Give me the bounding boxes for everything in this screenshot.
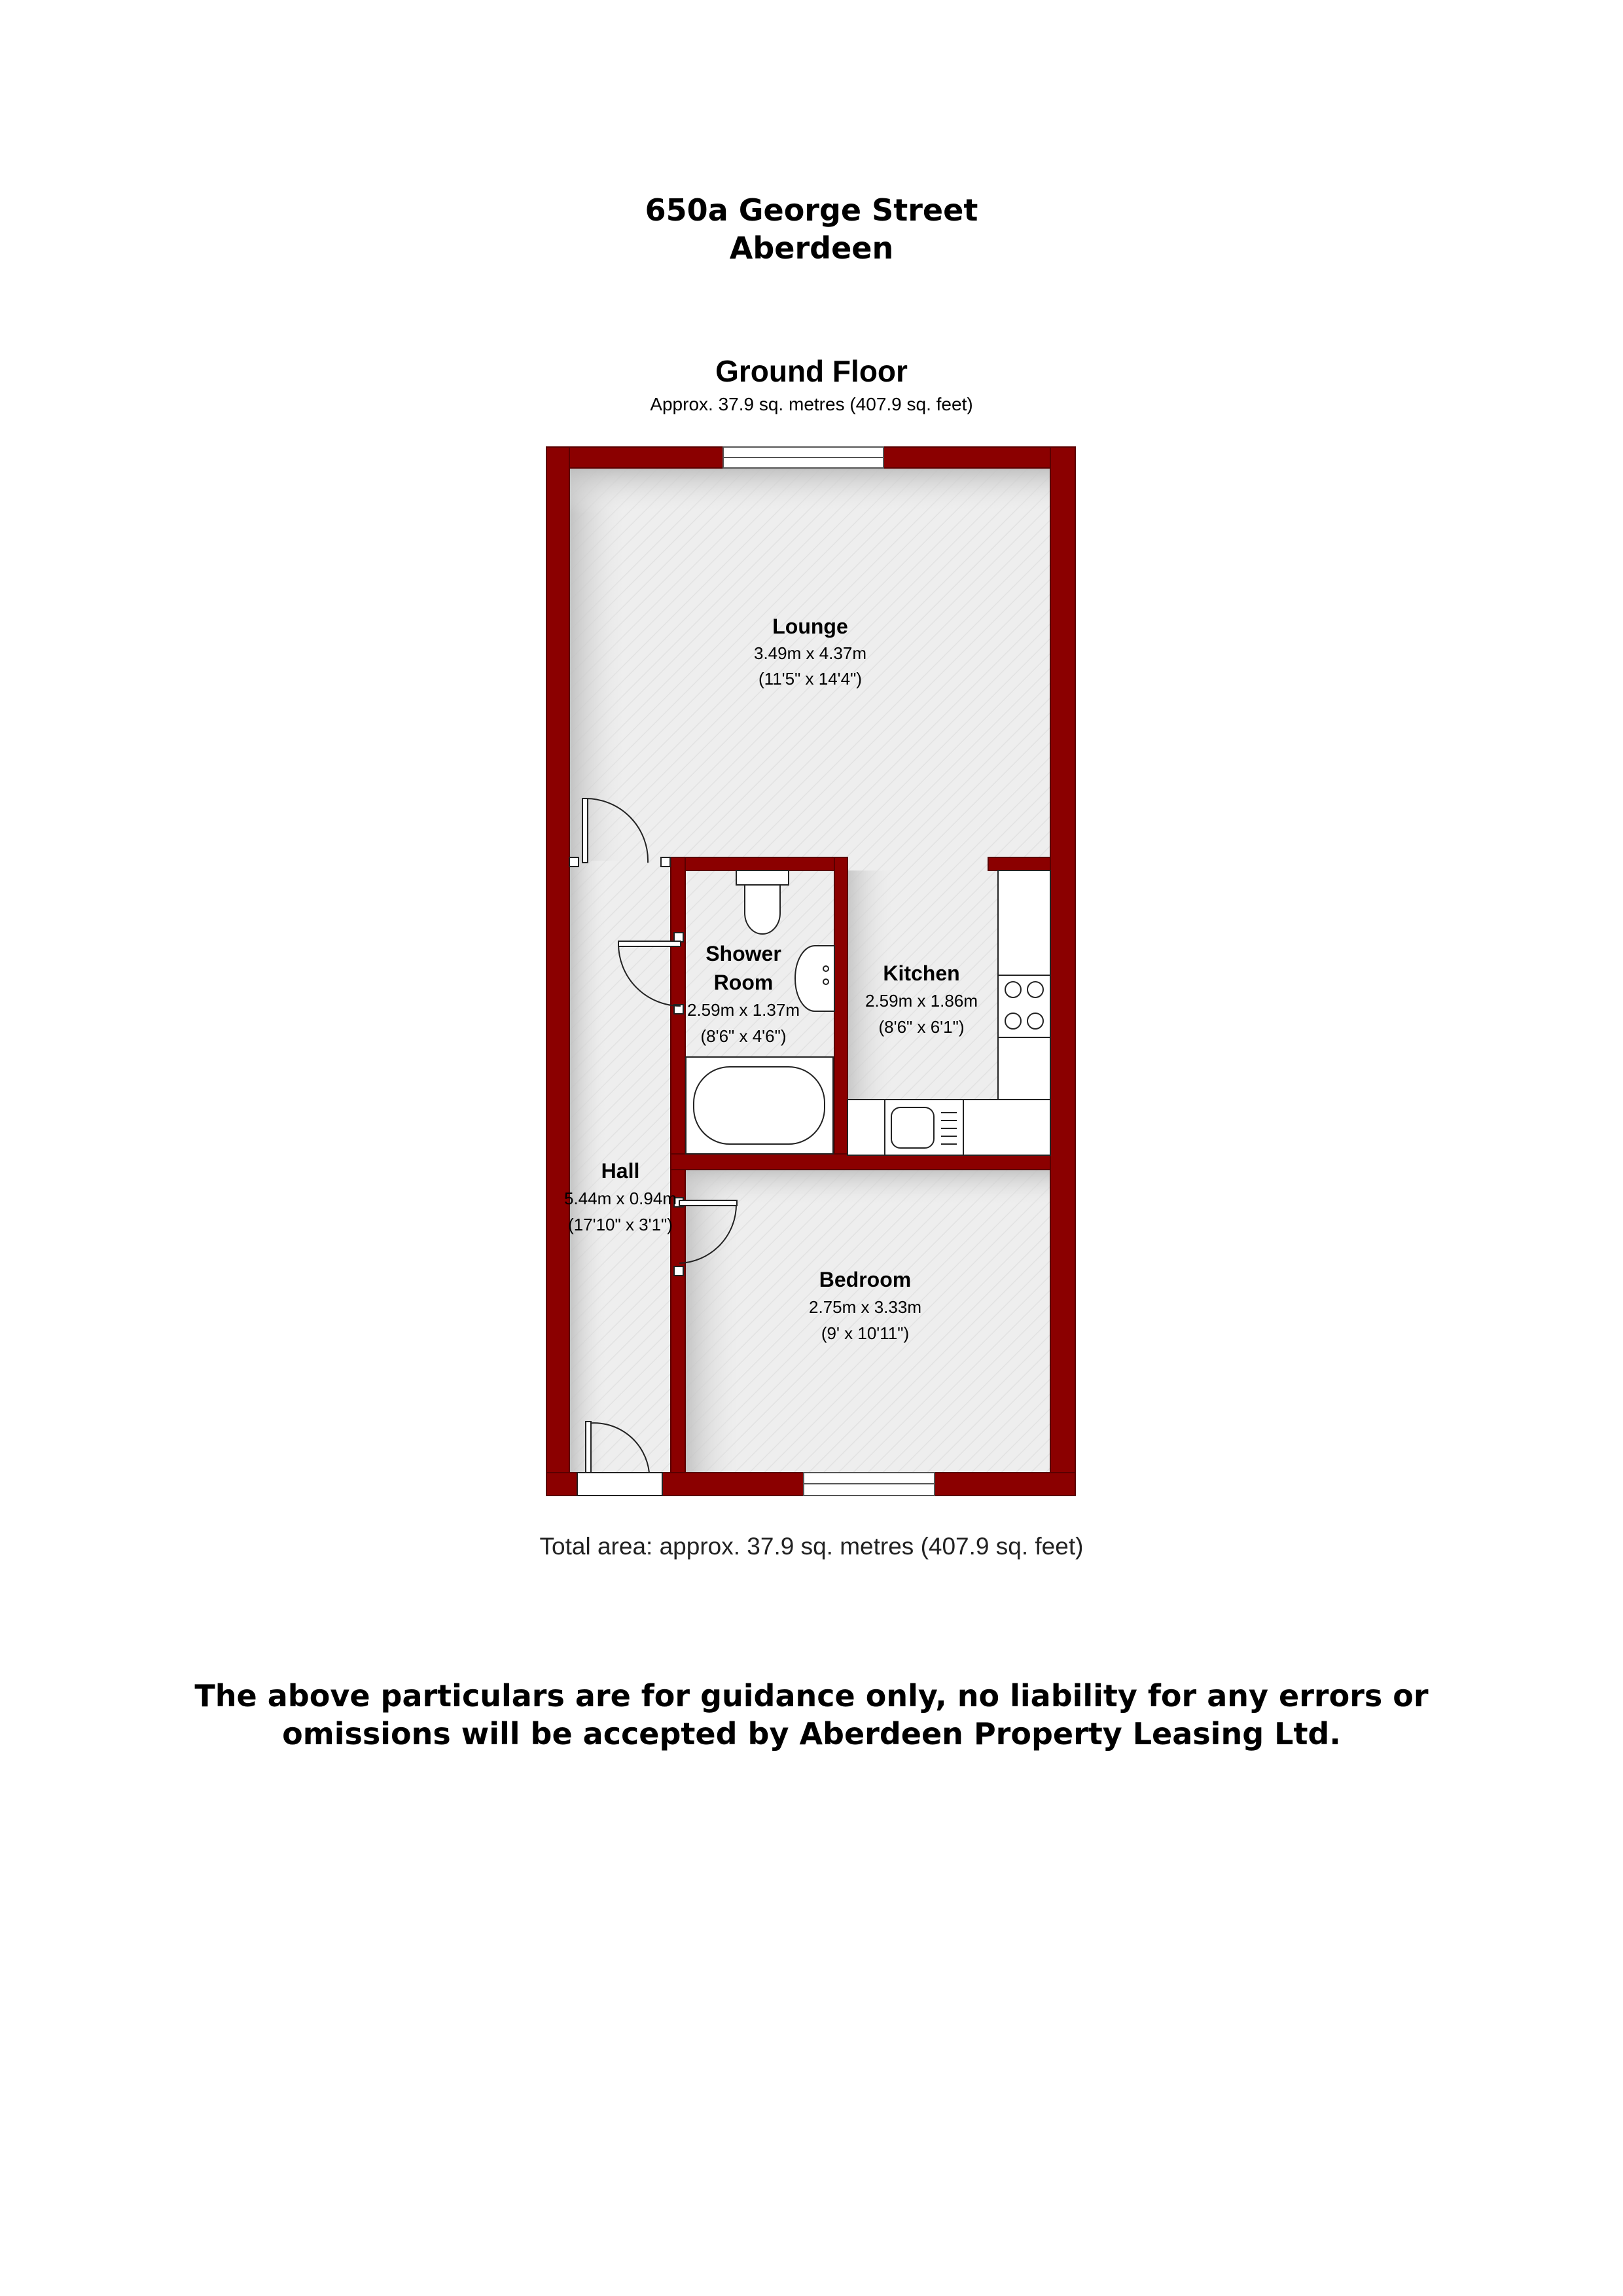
hall-name: Hall	[601, 1159, 640, 1183]
floor-title: Ground Floor	[715, 354, 908, 388]
hob-icon	[998, 975, 1050, 1037]
sink-icon	[885, 1100, 963, 1155]
address-line-1: 650a George Street	[645, 192, 978, 228]
bedroom-imperial: (9' x 10'11")	[821, 1323, 910, 1343]
shower-room-metric: 2.59m x 1.37m	[687, 1000, 800, 1020]
kitchen-name: Kitchen	[883, 961, 960, 985]
basin-icon	[795, 946, 834, 1011]
hall-imperial: (17'10" x 3'1")	[568, 1215, 673, 1234]
disclaimer-line-1: The above particulars are for guidance only, no liability for any errors or	[194, 1678, 1429, 1713]
disclaimer-line-2: omissions will be accepted by Aberdeen Property Leasing Ltd.	[282, 1716, 1341, 1751]
disclaimer	[0, 1677, 1623, 1753]
lounge-name: Lounge	[772, 615, 848, 638]
floor-area: Approx. 37.9 sq. metres (407.9 sq. feet)	[650, 394, 973, 414]
lounge-imperial: (11'5" x 14'4")	[758, 669, 862, 689]
kitchen-metric: 2.59m x 1.86m	[865, 991, 978, 1011]
bedroom-window	[804, 1473, 935, 1496]
lounge-metric: 3.49m x 4.37m	[754, 643, 866, 663]
shower-room-name-2: Room	[713, 971, 774, 994]
bedroom-metric: 2.75m x 3.33m	[809, 1297, 921, 1317]
shower-room-name-1: Shower	[705, 942, 781, 965]
bath-icon	[686, 1057, 833, 1154]
kitchen-imperial: (8'6" x 6'1")	[878, 1017, 965, 1037]
lounge-floor	[569, 468, 1050, 861]
address-line-2: Aberdeen	[729, 230, 894, 266]
bedroom-label	[809, 1268, 921, 1343]
shower-room-imperial: (8'6" x 4'6")	[700, 1026, 787, 1046]
bedroom-name: Bedroom	[819, 1268, 912, 1291]
total-area: Total area: approx. 37.9 sq. metres (407.9 sq. feet)	[539, 1533, 1084, 1560]
lounge-window	[723, 447, 883, 468]
hall-metric: 5.44m x 0.94m	[564, 1189, 677, 1208]
